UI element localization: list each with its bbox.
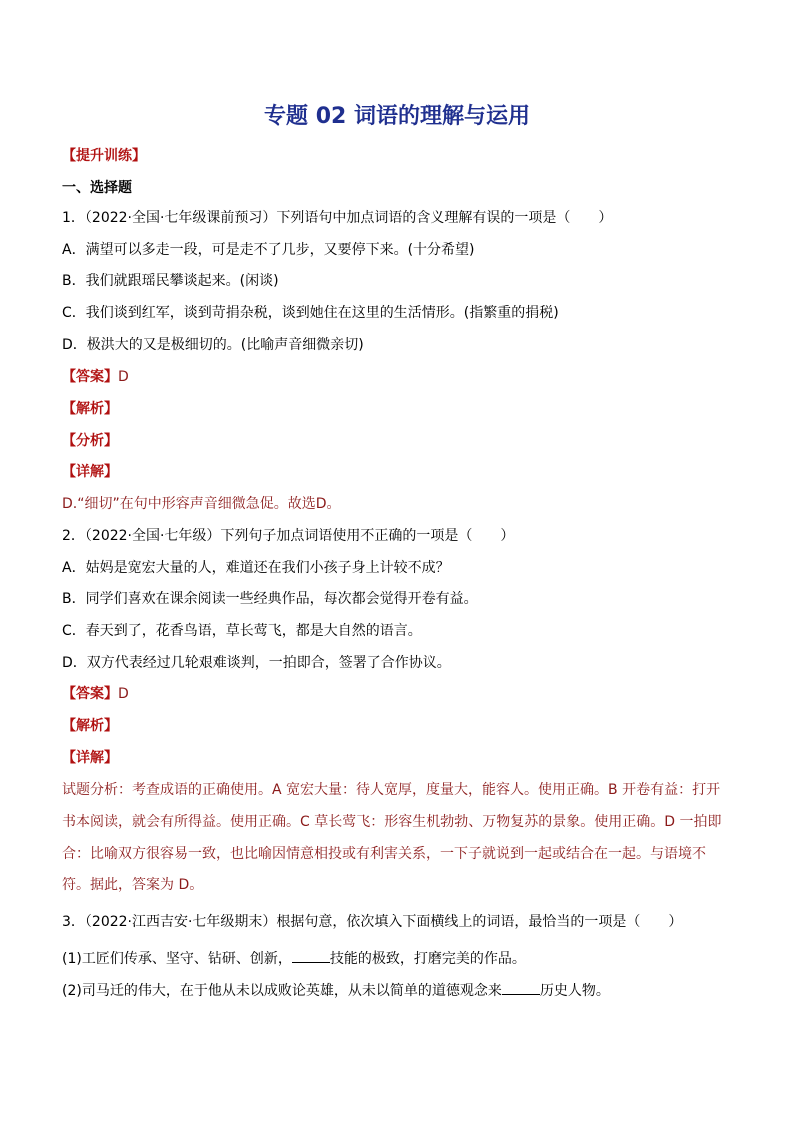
q2-detail-line-2: 书本阅读，就会有所得益。使用正确。C 草长莺飞：形容生机勃勃、万物复苏的景象。使用正确。D 一拍即 [62,814,722,830]
section-tag: 【提升训练】 [62,148,146,164]
q2-answer-value: D [118,686,129,702]
q2-detail-line-4: 符。据此，答案为 D。 [62,877,204,893]
q2-option-c: C．春天到了，花香鸟语，草长莺飞，都是大自然的语言。 [62,623,422,639]
q2-detail-line-3: 合：比喻双方很容易一致，也比喻因情意相投或有利害关系，一下子就说到一起或结合在一起。与语境不 [62,846,706,862]
q1-stem: 1．（2022·全国·七年级课前预习）下列语句中加点词语的含义理解有误的一项是（ ） [62,210,613,226]
section-heading: 一、选择题 [62,180,132,196]
q2-option-b: B．同学们喜欢在课余阅读一些经典作品，每次都会觉得开卷有益。 [62,591,478,607]
fill-blank-1 [292,948,330,963]
q3-sentence-1 [62,948,526,969]
q2-stem: 2．（2022·全国·七年级）下列句子加点词语使用不正确的一项是（ ） [62,528,515,544]
q3-sentence-2 [62,980,610,1001]
q3-stem: 3．（2022·江西吉安·七年级期末）根据句意，依次填入下面横线上的词语，最恰当的一项是（ ） [62,914,683,930]
page-title: 专题 02 词语的理解与运用 [264,104,530,129]
q3-s1-pre: (1)工匠们传承、坚守、钻研、创新， [62,951,292,967]
q1-fenxi-tag: 【分析】 [62,433,118,449]
q2-detail-line-1: 试题分析：考查成语的正确使用。A 宽宏大量：待人宽厚，度量大，能容人。使用正确。B 开卷有益：打开 [62,782,721,798]
q1-detail-text: D.“细切”在句中形容声音细微急促。故选D。 [62,496,341,512]
q3-s2-post: 历史人物。 [539,983,610,999]
fill-blank-2 [502,980,540,995]
q1-option-a: A．满望可以多走一段，可是走不了几步，又要停下来。(十分希望) [62,242,475,258]
q2-answer-tag: 【答案】 [62,686,118,702]
q1-option-c: C．我们谈到红军，谈到苛捐杂税，谈到她住在这里的生活情形。(指繁重的捐税) [62,305,559,321]
q2-option-a: A．姑妈是宽宏大量的人，难道还在我们小孩子身上计较不成？ [62,560,450,576]
q1-answer-line [62,367,129,387]
q2-detail-tag: 【详解】 [62,750,118,766]
q1-option-b: B．我们就跟瑶民攀谈起来。(闲谈) [62,273,279,289]
q1-analysis-tag: 【解析】 [62,401,118,417]
q1-answer-value: D [118,369,129,385]
q1-detail-tag: 【详解】 [62,464,118,480]
q3-s1-post: 技能的极致，打磨完美的作品。 [329,951,526,967]
q1-option-d: D．极洪大的又是极细切的。(比喻声音细微亲切) [62,337,364,353]
q2-answer-line [62,684,129,704]
q1-answer-tag: 【答案】 [62,369,118,385]
q2-option-d: D．双方代表经过几轮艰难谈判，一拍即合，签署了合作协议。 [62,655,451,671]
q2-analysis-tag: 【解析】 [62,718,118,734]
q3-s2-pre: (2)司马迁的伟大，在于他从未以成败论英雄，从未以简单的道德观念来 [62,983,502,999]
